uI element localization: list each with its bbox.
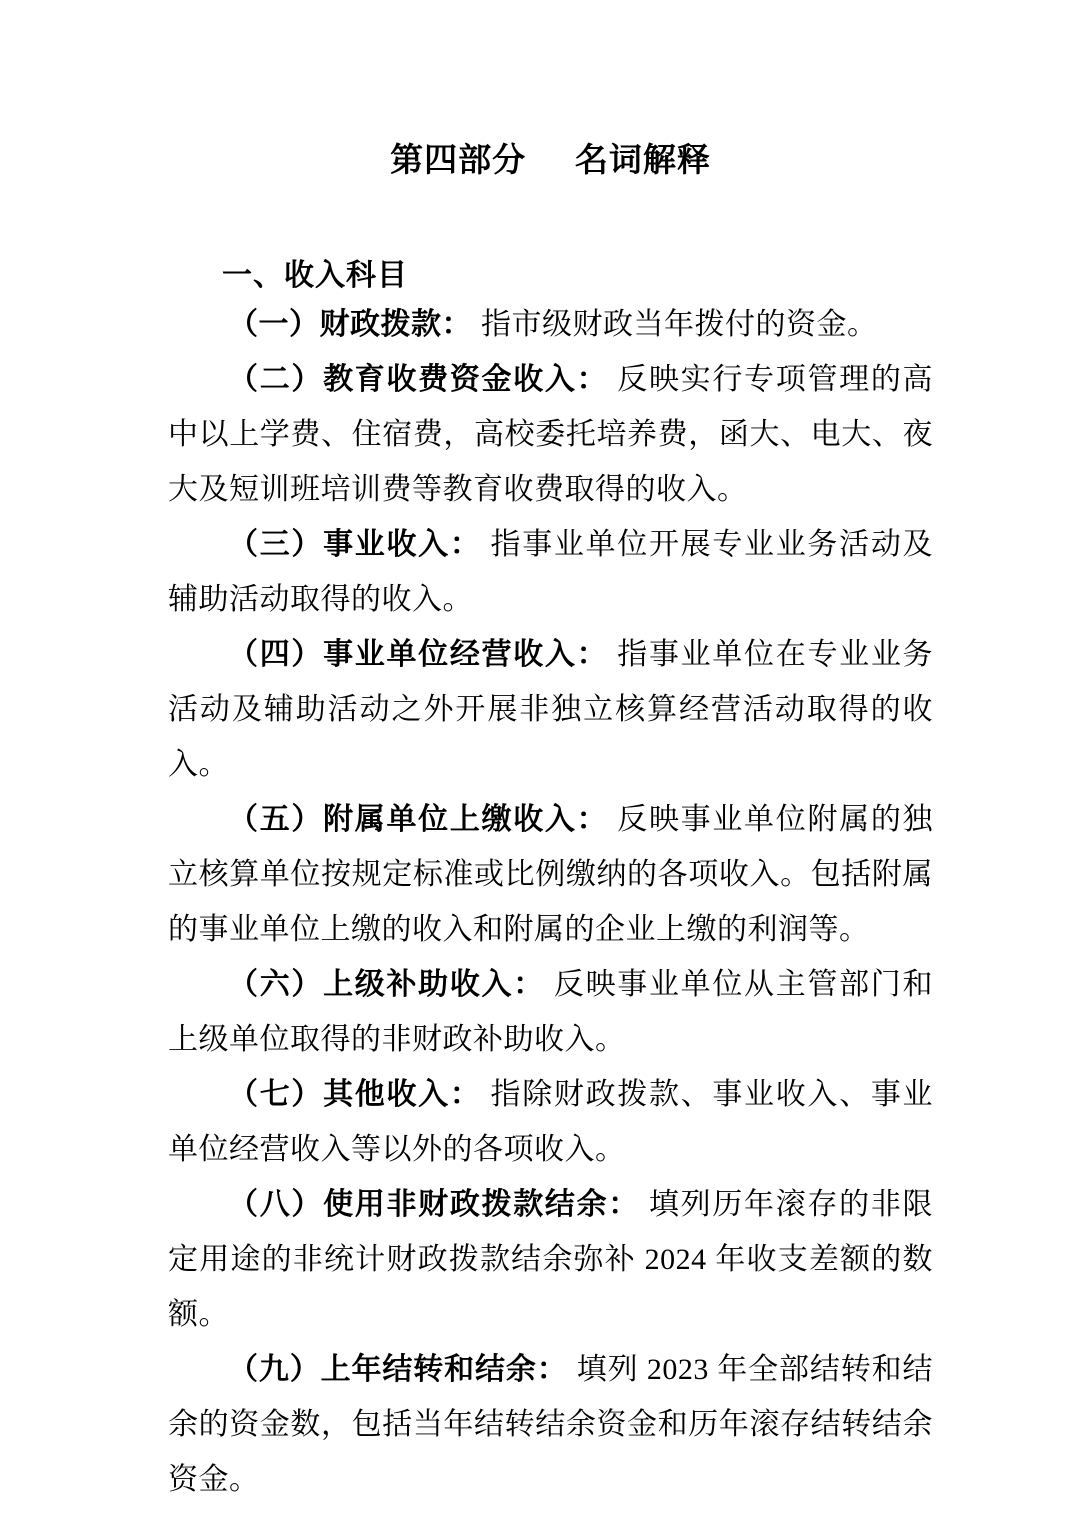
term-paragraph-3: [168, 517, 933, 627]
term-label-2: （二）教育收费资金收入：: [228, 363, 609, 396]
term-definition-7: 指除财政拨款、事业收入、事业单位经营收入等以外的各项收入。: [168, 1078, 934, 1166]
term-paragraph-6: [168, 957, 933, 1067]
term-paragraph-8: [168, 1177, 933, 1342]
term-definition-5: 反映事业单位附属的独立核算单位按规定标准或比例缴纳的各项收入。包括附属的事业单位上缴的收入和附属的企业上缴的利润等。: [168, 803, 934, 946]
term-paragraph-7: [168, 1067, 933, 1177]
term-paragraph-1: [168, 297, 933, 352]
document-title: [168, 0, 933, 181]
term-label-4: （四）事业单位经营收入：: [228, 638, 609, 671]
term-definition-1: 指市级财政当年拨付的资金。: [481, 308, 878, 341]
term-paragraph-4: [168, 627, 933, 792]
term-paragraph-9: [168, 1342, 933, 1507]
term-label-1: （一）财政拨款：: [228, 308, 472, 341]
term-label-5: （五）附属单位上缴收入：: [228, 803, 609, 836]
term-paragraph-2: [168, 352, 933, 517]
term-definition-3: 指事业单位开展专业业务活动及辅助活动取得的收入。: [168, 528, 934, 616]
term-definition-4: 指事业单位在专业业务活动及辅助活动之外开展非独立核算经营活动取得的收入。: [168, 638, 934, 781]
term-paragraph-5: [168, 792, 933, 957]
term-label-9: （九）上年结转和结余：: [228, 1353, 568, 1386]
term-definition-8: 填列历年滚存的非限定用途的非统计财政拨款结余弥补 2024 年收支差额的数额。: [168, 1188, 934, 1331]
term-label-6: （六）上级补助收入：: [228, 968, 545, 1001]
document-content: [168, 0, 933, 1507]
term-definition-9: 填列 2023 年全部结转和结余的资金数，包括当年结转结余资金和历年滚存结转结余资金。: [168, 1353, 934, 1496]
term-label-8: （八）使用非财政拨款结余：: [228, 1188, 640, 1221]
section-heading-income-items: 一、收入科目: [222, 259, 408, 292]
term-definition-6: 反映事业单位从主管部门和上级单位取得的非财政补助收入。: [168, 968, 934, 1056]
glossary-paragraphs: [168, 297, 933, 1507]
title-part-1: 第四部分: [390, 143, 527, 179]
term-label-3: （三）事业收入：: [228, 528, 482, 561]
term-label-7: （七）其他收入：: [228, 1078, 482, 1111]
term-definition-2: 反映实行专项管理的高中以上学费、住宿费，高校委托培养费，函大、电大、夜大及短训班培训费等教育收费取得的收入。: [168, 363, 934, 506]
title-part-2: 名词解释: [574, 143, 711, 179]
